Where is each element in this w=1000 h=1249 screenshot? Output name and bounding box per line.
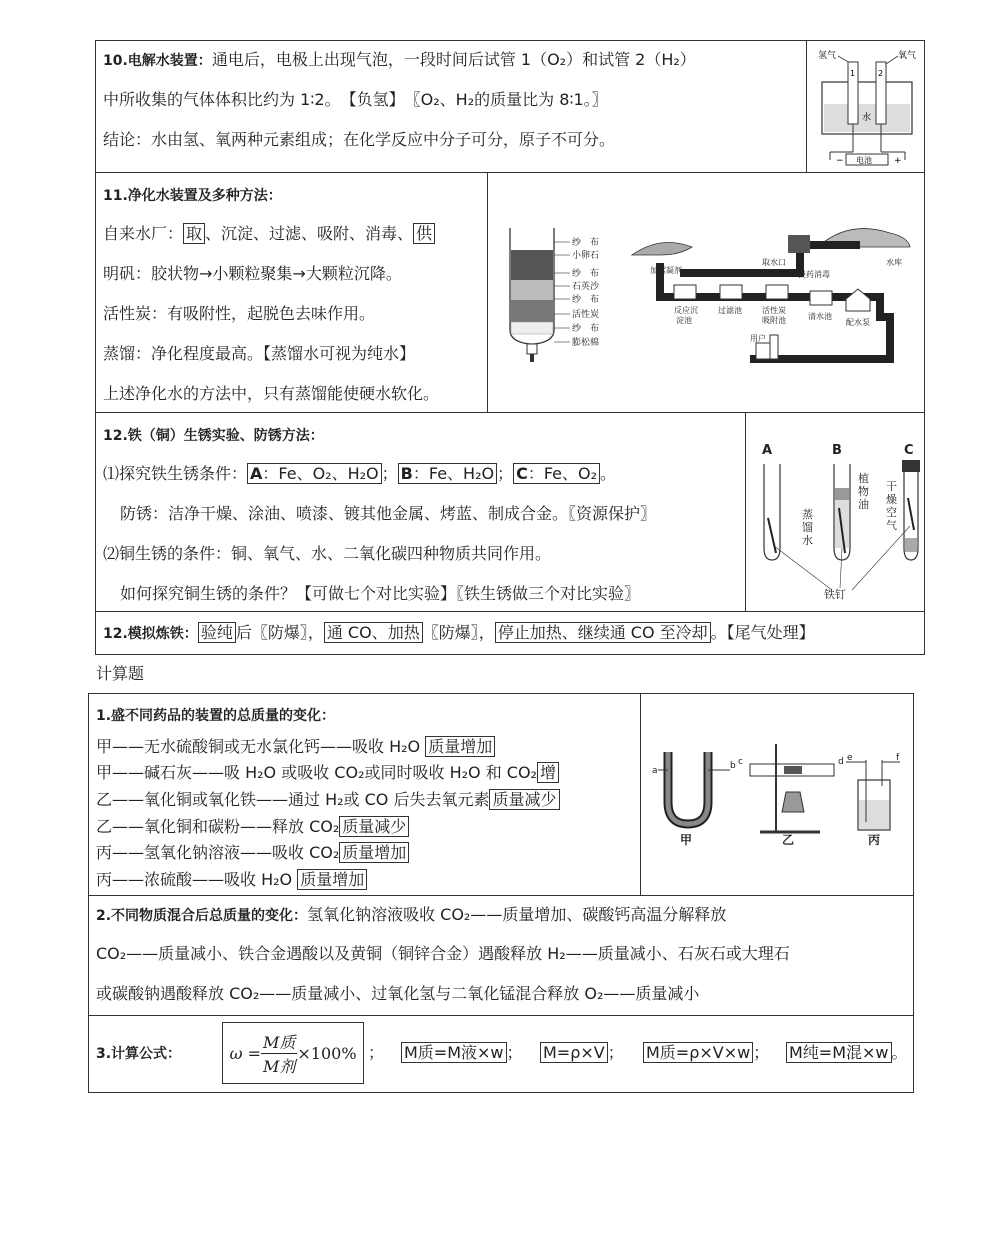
c1-row-4: 丙——氢氧化钠溶液——吸收 CO₂ 质量增加 — [96, 843, 409, 863]
svg-text:+: + — [894, 156, 902, 166]
svg-text:纱 布: 纱 布 — [572, 324, 600, 334]
svg-text:−: − — [836, 156, 844, 166]
svg-text:物: 物 — [858, 485, 869, 498]
svg-text:纱 布: 纱 布 — [572, 269, 600, 279]
c1-row-1: 甲——碱石灰——吸 H₂O 或吸收 CO₂或同时吸收 H₂O 和 CO₂ 增 — [96, 763, 559, 783]
c2-line-1: 2.不同物质混合后总质量的变化：氢氧化钠溶液吸收 CO₂——质量增加、碳酸钙高温分解释放 — [96, 905, 727, 924]
formula-purity: M纯=M混×w 。 — [786, 1043, 908, 1063]
svg-text:乙: 乙 — [782, 833, 795, 847]
svg-text:水: 水 — [802, 534, 813, 547]
svg-text:水: 水 — [862, 113, 872, 123]
svg-text:c: c — [738, 757, 743, 767]
svg-text:水库: 水库 — [886, 258, 902, 267]
svg-text:馏: 馏 — [802, 521, 813, 534]
svg-text:干: 干 — [886, 480, 897, 493]
c3-sep-1: ； — [368, 1043, 385, 1062]
s12a-line-3: ⑵铜生锈的条件：铜、氧气、水、二氧化碳四种物质共同作用。 — [103, 544, 552, 563]
svg-text:2: 2 — [878, 69, 884, 78]
svg-text:清水池: 清水池 — [808, 312, 832, 321]
s12a-line-2: 防锈：洁净干燥、涂油、喷漆、镀其他金属、烤蓝、制成合金。〖资源保护〗 — [120, 504, 657, 523]
electrolysis-figure — [810, 44, 922, 169]
divider — [640, 693, 641, 896]
s10-line-2: 中所收集的气体体积比约为 1∶2。 【负氢】 〖O₂、H₂的质量比为 8∶1。〗 — [103, 90, 608, 109]
svg-text:空: 空 — [886, 506, 897, 519]
s12a-title: 12.铁（铜）生锈实验、防锈方法： — [103, 428, 324, 444]
svg-text:纱 布: 纱 布 — [572, 295, 600, 305]
svg-text:甲: 甲 — [680, 833, 693, 847]
svg-text:氧气: 氧气 — [898, 51, 917, 61]
c1-row-5: 丙——浓硫酸——吸收 H₂O 质量增加 — [96, 870, 367, 890]
svg-text:气: 气 — [886, 519, 897, 532]
s10-title: 10.电解水装置： — [103, 53, 212, 69]
c2-line-2: CO₂——质量减小、铁合金遇酸以及黄铜（铜锌合金）遇酸释放 H₂——质量减小、石灰石或大理石 — [96, 944, 790, 963]
svg-text:1: 1 — [850, 69, 856, 78]
divider — [745, 412, 746, 612]
c1-title: 1.盛不同药品的装置的总质量的变化： — [96, 708, 336, 724]
rust-test-figure — [752, 438, 922, 608]
formula-mass-fraction: ω = $\frac{\text{M质}}{\text{M剂}}$ ×100% — [222, 1022, 364, 1084]
svg-text:a: a — [652, 766, 658, 776]
svg-text:b: b — [730, 761, 736, 771]
svg-text:e: e — [847, 753, 853, 763]
svg-text:油: 油 — [858, 498, 869, 511]
svg-text:活性炭: 活性炭 — [762, 306, 786, 315]
water-filter-figure — [500, 220, 620, 370]
svg-text:电池: 电池 — [856, 156, 872, 165]
s11-line-2: 明矾：胶状物→小颗粒聚集→大颗粒沉降。 — [103, 264, 402, 283]
svg-text:配水泵: 配水泵 — [846, 318, 870, 327]
s12a-line-4: 如何探究铜生锈的条件？【可做七个对比实验】〖铁生锈做三个对比实验〗 — [120, 584, 641, 603]
svg-text:d: d — [838, 757, 844, 767]
s11-line-5: 上述净化水的方法中，只有蒸馏能使硬水软化。 — [103, 384, 440, 403]
svg-text:丙: 丙 — [868, 833, 881, 847]
s11-title: 11.净化水装置及多种方法： — [103, 188, 282, 204]
svg-text:投药消毒: 投药消毒 — [798, 270, 830, 279]
s11-line-3: 活性炭：有吸附性，起脱色去味作用。 — [103, 304, 376, 323]
c1-row-3: 乙——氧化铜和碳粉——释放 CO₂ 质量减少 — [96, 817, 409, 837]
svg-text:燥: 燥 — [886, 493, 897, 506]
svg-text:B: B — [832, 443, 842, 458]
divider — [806, 40, 807, 173]
apparatus-figure — [650, 740, 910, 850]
svg-text:淀池: 淀池 — [676, 316, 692, 325]
svg-text:A: A — [762, 443, 773, 458]
c1-row-2: 乙——氧化铜或氧化铁——通过 H₂或 CO 后失去氧元素 质量减少 — [96, 790, 560, 810]
formula-solute-mass: M质=M液×w ； — [401, 1043, 523, 1063]
svg-text:蒸: 蒸 — [802, 508, 813, 521]
s11-line-1: 自来水厂： 取 、沉淀、过滤、吸附、消毒、 供 — [103, 224, 435, 244]
formula-density: M=ρ×V ； — [540, 1043, 624, 1063]
svg-text:加絮凝剂: 加絮凝剂 — [650, 266, 682, 275]
s11-line-4: 蒸馏：净化程度最高。【蒸馏水可视为纯水】 — [103, 344, 416, 363]
svg-text:取水口: 取水口 — [762, 258, 786, 267]
s12b-line: 12.模拟炼铁： 验纯 后〖防爆〗， 通 CO、加热 〖防爆〗， 停止加热、继续通 CO 至冷却 。【尾气处理】 — [103, 623, 815, 642]
svg-text:铁钉: 铁钉 — [824, 588, 846, 601]
svg-text:活性炭: 活性炭 — [572, 310, 600, 320]
svg-text:C: C — [904, 443, 914, 458]
svg-text:植: 植 — [858, 472, 869, 485]
divider — [487, 172, 488, 413]
svg-text:纱 布: 纱 布 — [572, 238, 600, 248]
svg-text:用户: 用户 — [750, 334, 766, 343]
svg-text:反应沉: 反应沉 — [674, 306, 698, 315]
s12a-line-1: ⑴探究铁生锈条件： A：Fe、O₂、H₂O ； B：Fe、H₂O ； C：Fe、O₂ 。 — [103, 464, 617, 483]
svg-text:氢气: 氢气 — [818, 51, 837, 61]
svg-text:吸附池: 吸附池 — [762, 316, 786, 325]
c1-row-0: 甲——无水硫酸铜或无水氯化钙——吸收 H₂O 质量增加 — [96, 737, 495, 757]
svg-text:小卵石: 小卵石 — [572, 251, 600, 261]
water-plant-figure — [620, 215, 920, 375]
calc-heading: 计算题 — [96, 664, 145, 683]
svg-text:石英沙: 石英沙 — [572, 282, 600, 292]
svg-text:f: f — [896, 753, 900, 763]
formula-solute-density: M质=ρ×V×w ； — [643, 1043, 769, 1063]
c3-title: 3.计算公式： — [96, 1046, 182, 1062]
c2-line-3: 或碳酸钠遇酸释放 CO₂——质量减小、过氧化氢与二氧化锰混合释放 O₂——质量减小 — [96, 984, 700, 1003]
svg-text:膨松棉: 膨松棉 — [572, 338, 600, 348]
s10-line-1: 10.电解水装置：通电后，电极上出现气泡，一段时间后试管 1（O₂）和试管 2（H₂） — [103, 50, 696, 69]
s10-line-3: 结论：水由氢、氧两种元素组成；在化学反应中分子可分，原子不可分。 — [103, 130, 616, 149]
svg-text:过滤池: 过滤池 — [718, 306, 742, 315]
